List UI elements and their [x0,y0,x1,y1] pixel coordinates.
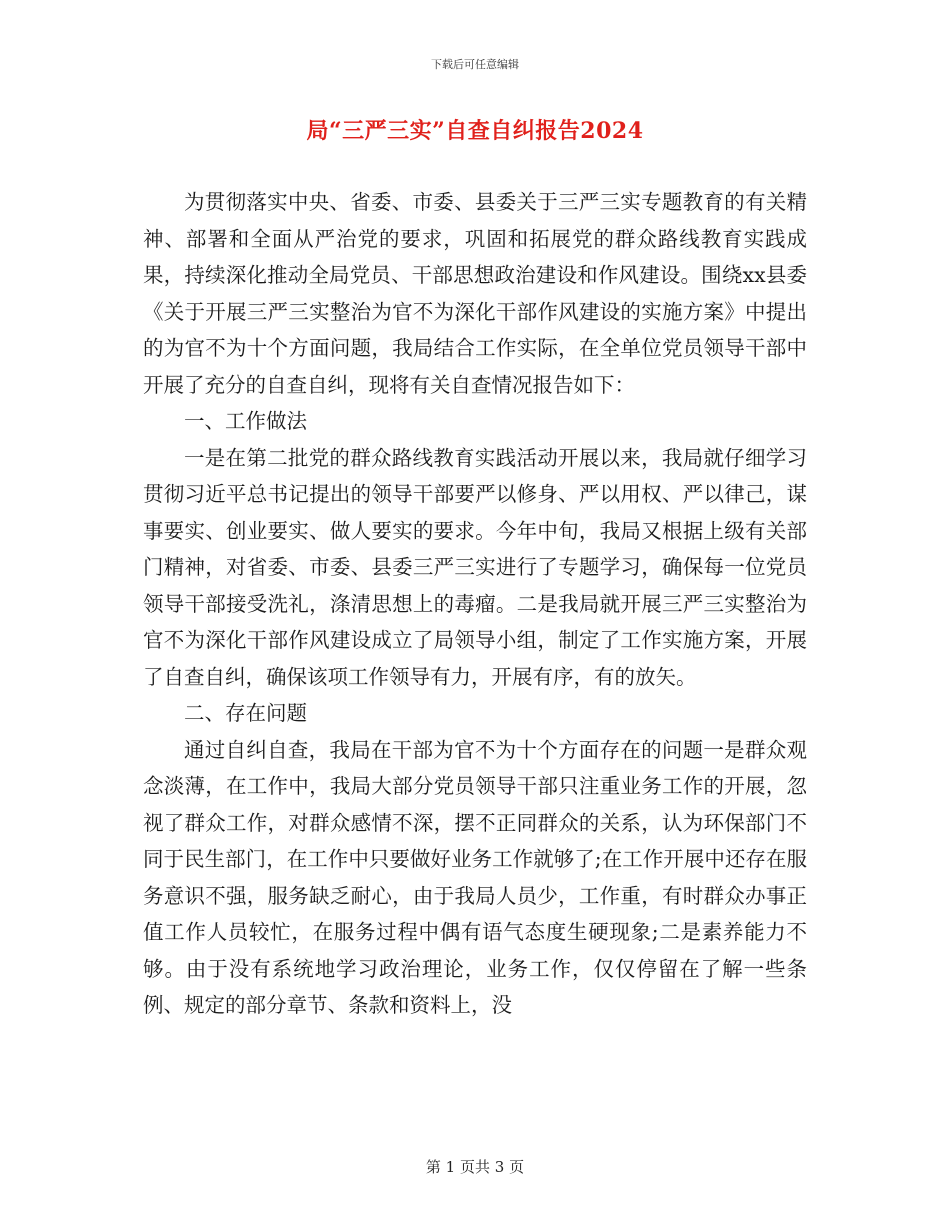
intro-paragraph: 为贯彻落实中央、省委、市委、县委关于三严三实专题教育的有关精神、部署和全面从严治党的要求，巩固和拓展党的群众路线教育实践成果，持续深化推动全局党员、干部思想政治建设和作风建设。围绕xx县委《关于开展三严三实整治为官不为深化干部作风建设的实施方案》中提出的为官不为十个方面问题，我局结合工作实际，在全单位党员领导干部中开展了充分的自查自纠，现将有关自查情况报告如下： [143,190,807,397]
problems-paragraph: 通过自纠自查，我局在干部为官不为十个方面存在的问题一是群众观念淡薄，在工作中，我局大部分党员领导干部只注重业务工作的开展，忽视了群众工作，对群众感情不深，摆不正同群众的关系，认为环保部门不同于民生部门，在工作中只要做好业务工作就够了;在工作开展中还存在服务意识不强，服务缺乏耐心，由于我局人员少，工作重，有时群众办事正值工作人员较忙，在服务过程中偶有语气态度生硬现象;二是素养能力不够。由于没有系统地学习政治理论，业务工作，仅仅停留在了解一些条例、规定的部分章节、条款和资料上，没 [143,737,807,1017]
work-methods-paragraph: 一是在第二批党的群众路线教育实践活动开展以来，我局就仔细学习贯彻习近平总书记提出的领导干部要严以修身、严以用权、严以律己，谋事要实、创业要实、做人要实的要求。今年中旬，我局又根据上级有关部门精神，对省委、市委、县委三严三实进行了专题学习，确保每一位党员领导干部接受洗礼，涤清思想上的毒瘤。二是我局就开展三严三实整治为官不为深化干部作风建设成立了局领导小组，制定了工作实施方案，开展了自查自纠，确保该项工作领导有力，开展有序，有的放矢。 [143,445,807,689]
section-heading-problems: 二、存在问题 [184,701,307,725]
document-title: 局“三严三实”自查自纠报告2024 [306,118,644,144]
document-body [143,184,807,1024]
header-note: 下载后可任意编辑 [431,58,519,71]
section-heading-work-methods: 一、工作做法 [184,409,307,433]
page-number-footer: 第 1 页共 3 页 [425,1158,525,1176]
